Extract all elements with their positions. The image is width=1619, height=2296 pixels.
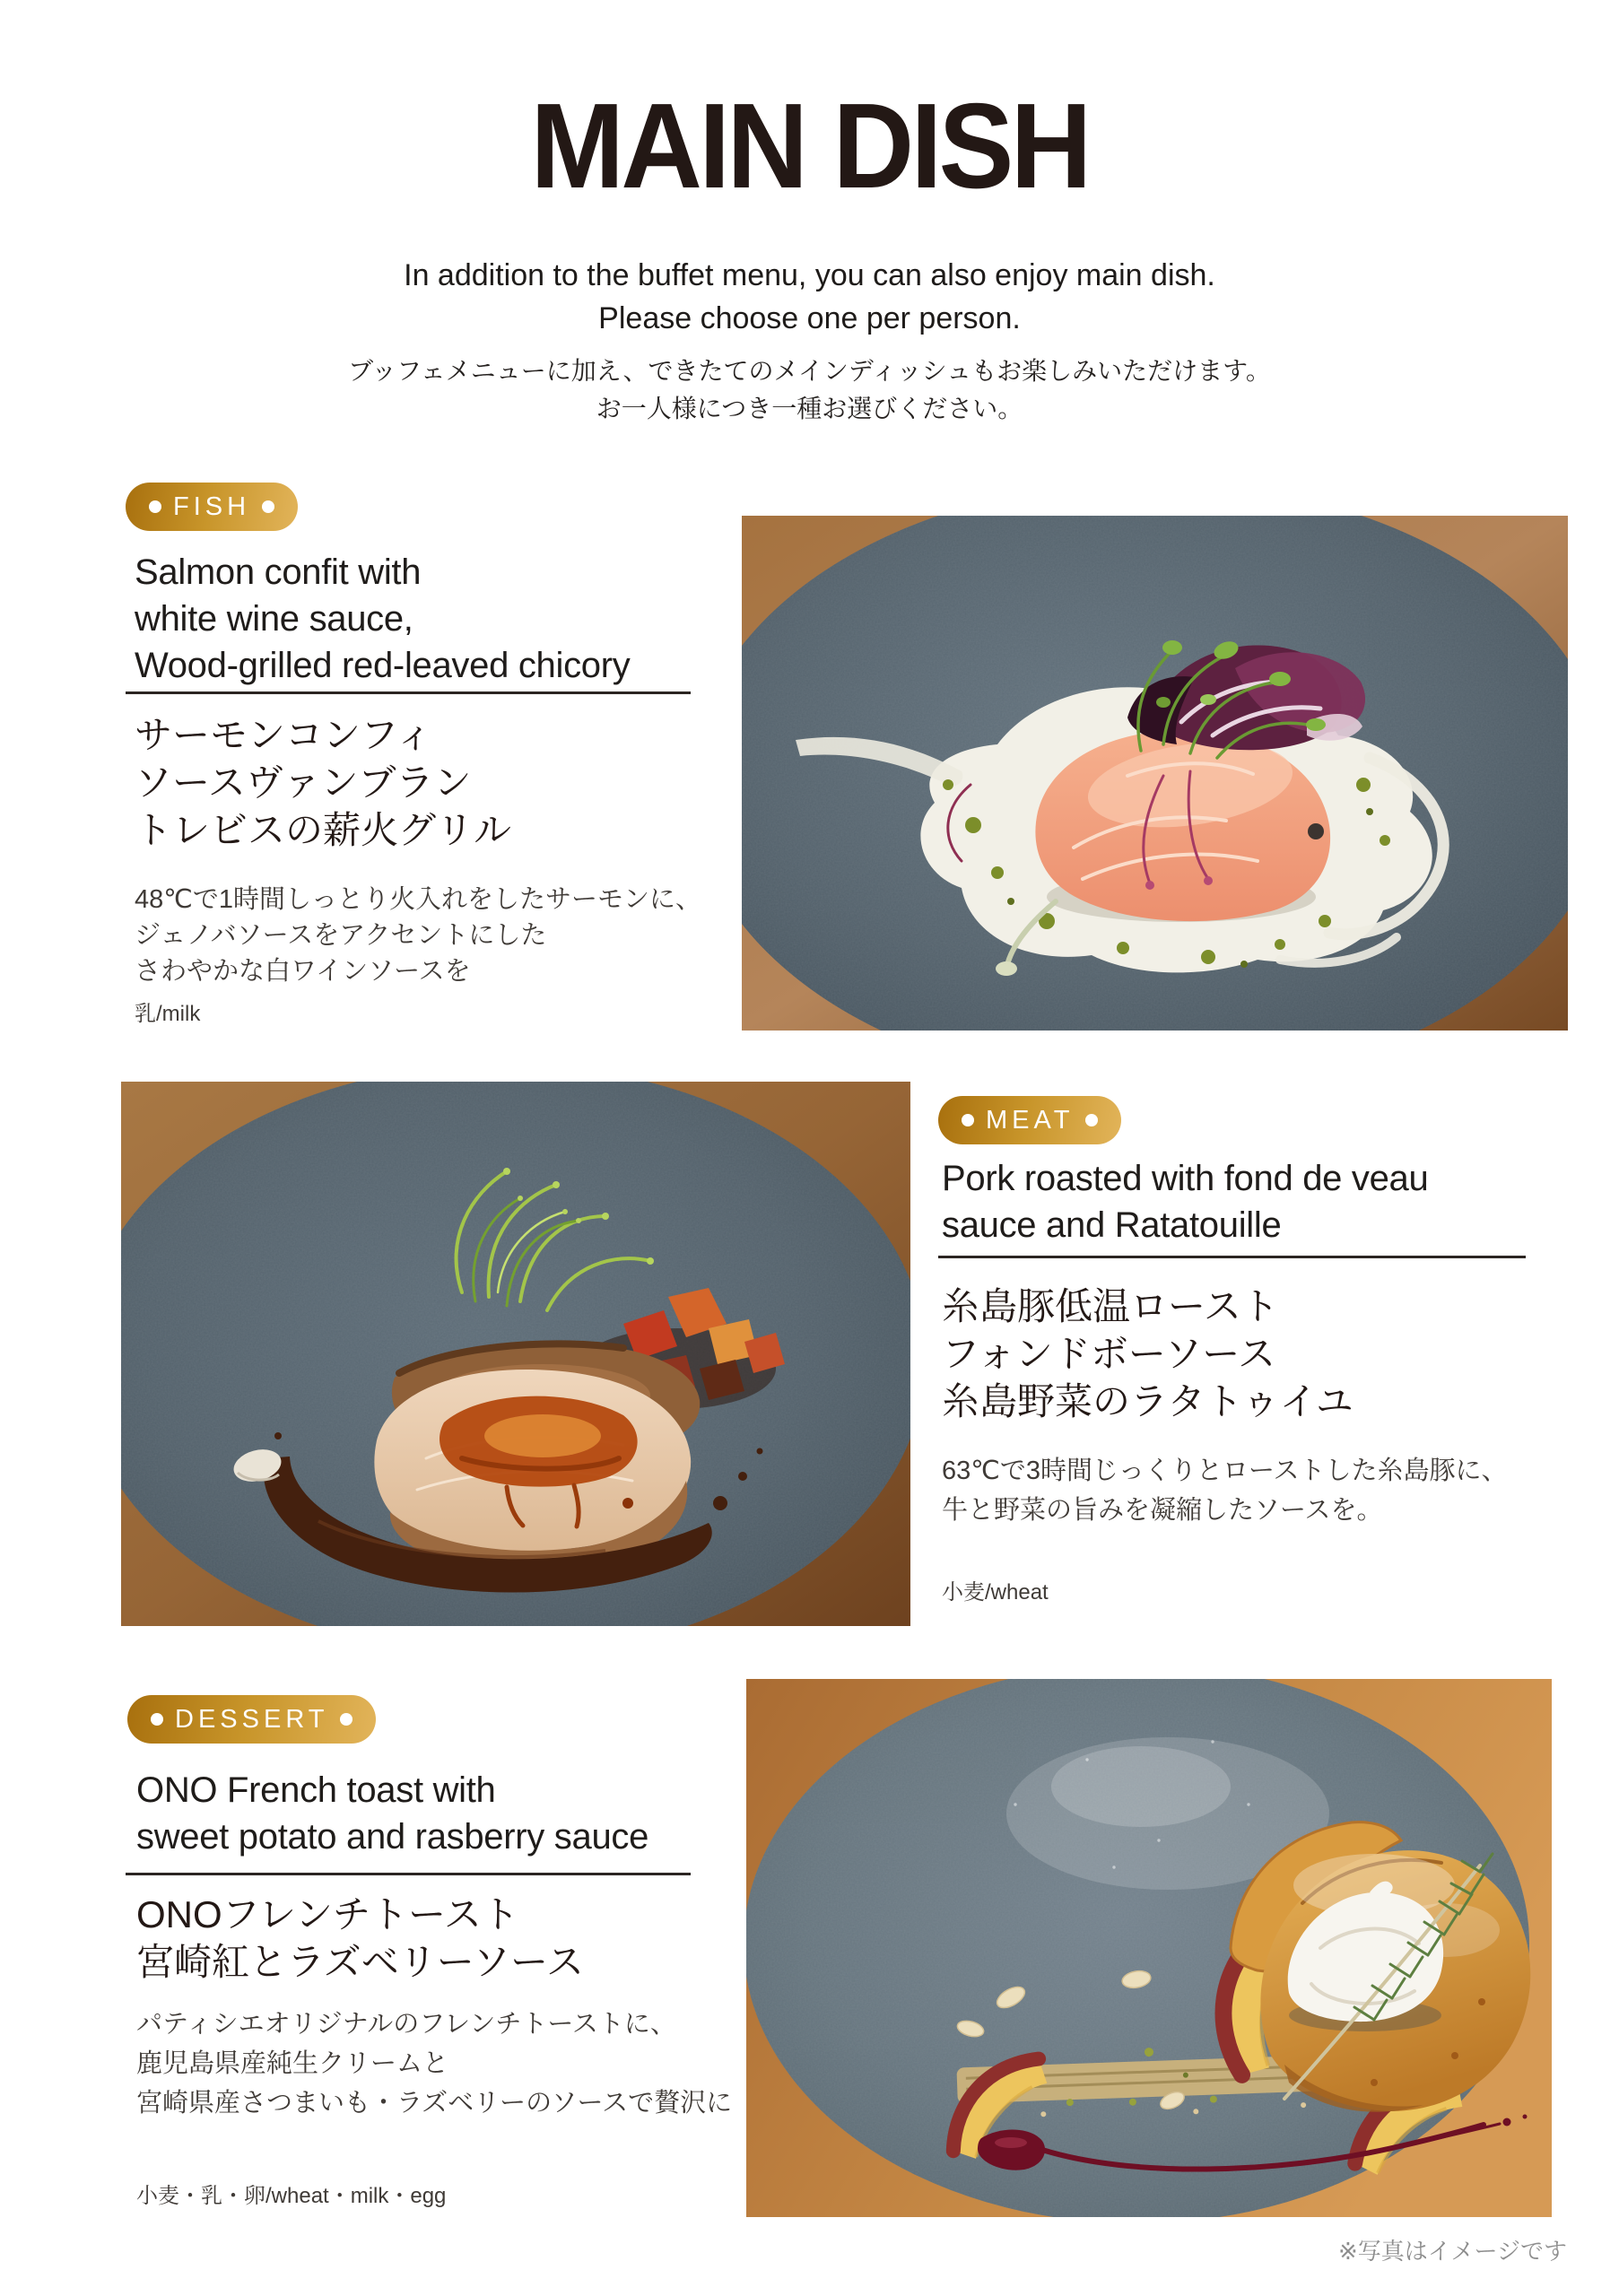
french-toast-dish-photo (746, 1679, 1552, 2217)
badge-dot-icon (262, 500, 274, 513)
meat-allergen: 小麦/wheat (942, 1580, 1049, 1605)
pork-roast-dish-photo (121, 1082, 910, 1626)
divider (938, 1256, 1526, 1258)
subtitle-english-line2: Please choose one per person. (598, 301, 1021, 335)
meat-badge (938, 1096, 1121, 1144)
subtitle-english-line1: In addition to the buffet menu, you can also enjoy main dish. (404, 258, 1215, 292)
badge-dot-icon (340, 1713, 353, 1726)
salmon-confit-dish-photo (742, 516, 1568, 1031)
page-title: MAIN DISH (530, 78, 1089, 213)
dessert-allergen: 小麦・乳・卵/wheat・milk・egg (136, 2184, 447, 2208)
dessert-name-japanese: ONOフレンチトースト 宮崎紅とラズベリーソース (136, 1893, 584, 1983)
fish-badge (126, 483, 298, 531)
dessert-name-english: ONO French toast with sweet potato and rasberry sauce (136, 1770, 649, 1857)
subtitle-japanese-line1: ブッフェメニューに加え、できたてのメインディッシュもお楽しみいただけます。 (348, 357, 1271, 385)
meat-name-japanese: 糸島豚低温ロースト フォンドボーソース 糸島野菜のラタトゥイユ (942, 1285, 1354, 1422)
badge-dot-icon (149, 500, 161, 513)
fish-badge-label: FISH (173, 491, 251, 521)
dessert-description: パティシエオリジナルのフレンチトーストに、 鹿児島県産純生クリームと 宮崎県産さつまいも・ラズベリーのソースで贅沢に (136, 2010, 733, 2118)
badge-dot-icon (151, 1713, 163, 1726)
dessert-badge-label: DESSERT (175, 1704, 329, 1734)
dessert-badge (127, 1695, 376, 1744)
divider (126, 691, 691, 694)
pork-slices (374, 1344, 700, 1569)
fish-allergen: 乳/milk (135, 1002, 201, 1026)
fish-name-japanese: サーモンコンフィ ソースヴァンブラン トレビスの薪火グリル (135, 714, 512, 851)
meat-name-english: Pork roasted with fond de veau sauce and Ratatouille (942, 1159, 1429, 1245)
subtitle-japanese-line2: お一人様につき一種お選びください。 (596, 395, 1023, 422)
photo-disclaimer-note: ※写真はイメージです (1337, 2238, 1567, 2265)
fish-description: 48℃で1時間しっとり火入れをしたサーモンに、 ジェノバソースをアクセントにした さわやかな白ワインソースを (135, 885, 701, 986)
badge-dot-icon (1085, 1114, 1098, 1126)
meat-description: 63℃で3時間じっくりとローストした糸島豚に、 牛と野菜の旨みを凝縮したソースを。 (942, 1457, 1508, 1525)
meat-badge-label: MEAT (986, 1105, 1075, 1135)
fish-name-english: Salmon confit with white wine sauce, Wood-grilled red-leaved chicory (135, 552, 631, 685)
subtitle-english (0, 254, 1619, 340)
divider (126, 1873, 691, 1875)
badge-dot-icon (962, 1114, 974, 1126)
subtitle-japanese (0, 352, 1619, 428)
